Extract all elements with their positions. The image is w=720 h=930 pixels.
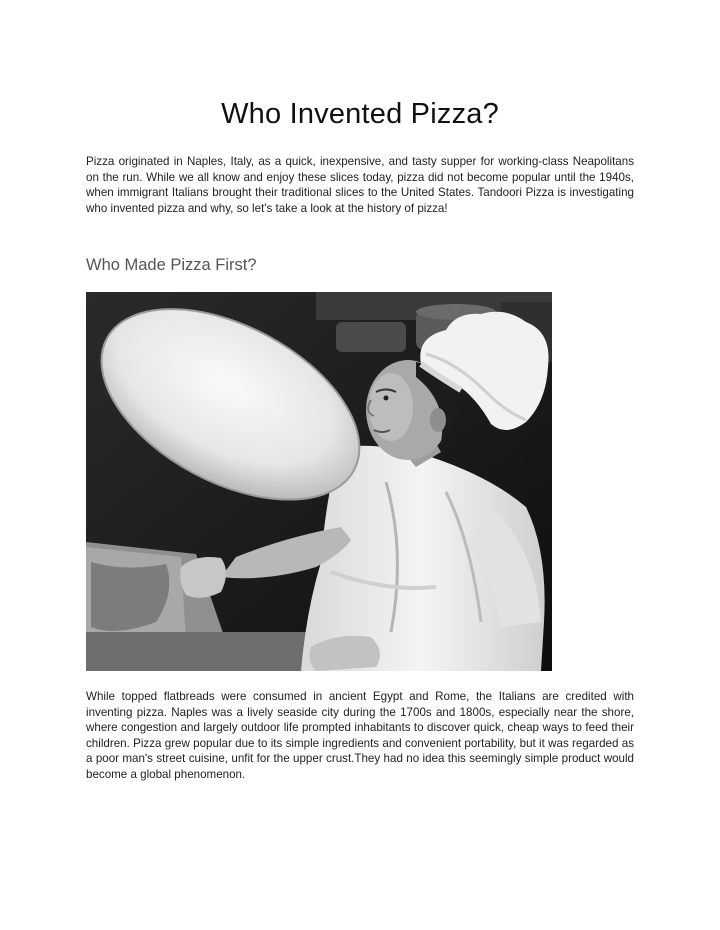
page-title: Who Invented Pizza? — [221, 98, 499, 130]
intro-paragraph: Pizza originated in Naples, Italy, as a quick, inexpensive, and tasty supper for working-class Neapolitans on the run. While we all know and enjoy these slices today, pizza did not become popular until the 1940s, when immigrant Italians brought their traditional slices to the United States. Tandoori Pizza is investigating who invented pizza and why, so let's take a look at the history of pizza! — [86, 155, 634, 215]
history-paragraph: While topped flatbreads were consumed in ancient Egypt and Rome, the Italians are credited with inventing pizza. Naples was a lively seaside city during the 1700s and 1800s, especially near the shore, where congestion and largely outdoor life prompted inhabitants to discover quick, cheap ways to feed their children. Pizza grew popular due to its simple ingredients and convenient portability, but it was regarded as a poor man's street cuisine, unfit for the upper crust.They had no idea this seemingly simple product would become a global phenomenon. — [86, 690, 634, 781]
section-heading: Who Made Pizza First? — [86, 256, 257, 274]
chef-tossing-dough-photo — [86, 292, 552, 671]
